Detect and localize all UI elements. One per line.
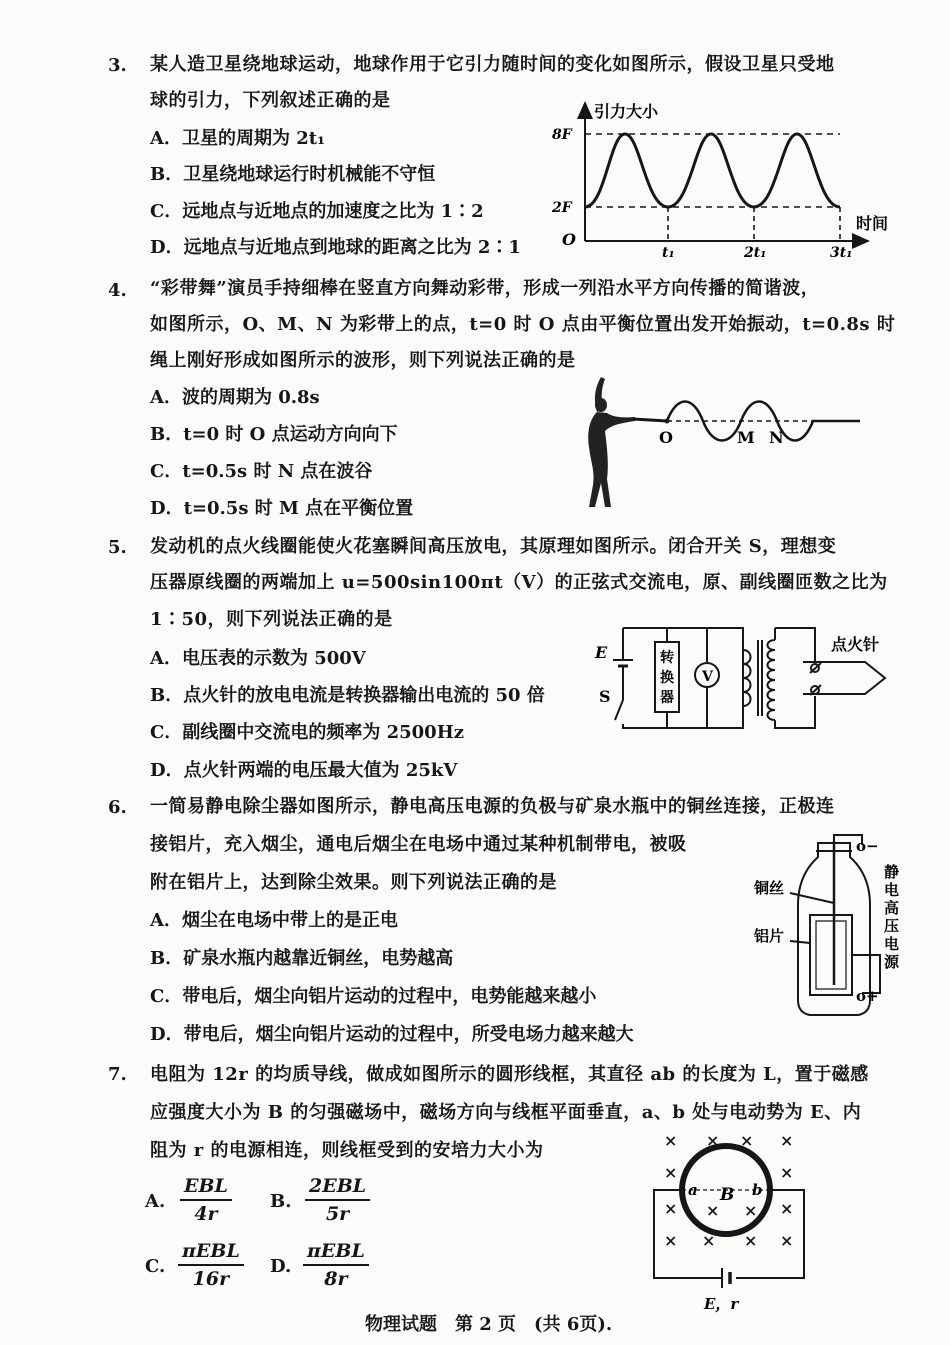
question-3-option-b: B．卫星绕地球运行时机械能不守恒 (150, 164, 436, 185)
question-5-stem-line-1: 发动机的点火线圈能使火花塞瞬间高压放电，其原理如图所示。闭合开关 S，理想变 (150, 536, 837, 557)
question-4-option-a: A．波的周期为 0.8s (150, 387, 320, 408)
field-cross: × (780, 1163, 794, 1182)
voltmeter-label: V (702, 669, 713, 685)
y-tick-2f: 2F (552, 200, 572, 216)
dancer-figure (588, 377, 635, 507)
option-b-denominator: 5r (325, 1203, 350, 1225)
question-3-option-c: C．远地点与近地点的加速度之比为 1∶2 (150, 201, 484, 222)
point-n-label: N (769, 428, 784, 447)
switch-label: S (599, 687, 611, 706)
question-7-option-b-fraction (305, 1175, 370, 1225)
option-c-denominator: 16r (192, 1268, 230, 1290)
aluminum-plate-label: 铝片 (754, 927, 785, 945)
y-axis-label: 引力大小 (594, 102, 659, 121)
question-4-option-b: B．t=0 时 O 点运动方向向下 (150, 424, 398, 445)
option-d-numerator: πEBL (303, 1240, 369, 1266)
question-7-stem-line-3: 阻为 r 的电源相连，则线框受到的安培力大小为 (150, 1140, 544, 1161)
field-cross: × (780, 1131, 794, 1150)
field-cross: × (702, 1231, 716, 1250)
converter-label: 转 换 器 (660, 650, 674, 706)
question-5-option-b: B．点火针的放电电流是转换器输出电流的 50 倍 (150, 685, 545, 706)
field-cross: × (706, 1131, 720, 1150)
question-6-option-a: A．烟尘在电场中带上的是正电 (150, 910, 398, 931)
field-cross: × (664, 1131, 678, 1150)
figure-4-ribbon-wave (575, 375, 865, 515)
question-3-stem-line-1: 某人造卫星绕地球运动，地球作用于它引力随时间的变化如图所示，假设卫星只受地 (150, 54, 835, 75)
question-5-number: 5. (108, 537, 127, 558)
negative-terminal: o− (856, 837, 879, 855)
question-7-stem-line-2: 应强度大小为 B 的匀强磁场中，磁场方向与线框平面垂直，a、b 处与电动势为 E、内 (150, 1102, 862, 1123)
option-d-denominator: 8r (324, 1268, 348, 1290)
stick (633, 419, 667, 421)
question-3-option-d: D．远地点与近地点到地球的距离之比为 2∶1 (150, 237, 521, 258)
question-4-stem-line-3: 绳上刚好形成如图所示的波形，则下列说法正确的是 (150, 350, 576, 371)
question-7-number: 7. (108, 1064, 127, 1085)
x-tick-t1: t₁ (662, 245, 675, 261)
question-4-stem-line-1: “彩带舞”演员手持细棒在竖直方向舞动彩带，形成一列沿水平方向传播的简谐波， (150, 278, 820, 299)
gravity-curve (585, 134, 840, 207)
question-3-option-a: A．卫星的周期为 2t₁ (150, 128, 325, 149)
point-m-label: M (737, 428, 755, 447)
positive-terminal: o+ (856, 987, 879, 1005)
figure-7-circular-frame (640, 1132, 820, 1312)
question-7-option-d-label: D. (270, 1256, 292, 1277)
question-5-stem-line-2: 压器原线圈的两端加上 u=500sin100πt（V）的正弦式交流电，原、副线圈匝数之比为 (150, 572, 888, 593)
point-a-label: a (688, 1181, 698, 1199)
battery-label: E (595, 643, 608, 662)
field-cross: × (740, 1131, 754, 1150)
figure-3-gravity-graph (550, 95, 900, 265)
x-tick-2t1: 2t₁ (744, 245, 767, 261)
question-5-stem-line-3: 1∶50，则下列说法正确的是 (150, 609, 393, 630)
question-6-option-b: B．矿泉水瓶内越靠近铜丝，电势越高 (150, 948, 454, 969)
question-4-number: 4. (108, 280, 127, 301)
option-b-numerator: 2EBL (305, 1175, 370, 1201)
question-7-option-c-label: C. (145, 1256, 166, 1277)
option-a-numerator: EBL (180, 1175, 232, 1201)
field-cross: × (706, 1201, 720, 1220)
x-axis-label: 时间 (856, 214, 889, 233)
field-cross: × (744, 1231, 758, 1250)
source-er-label: E，r (704, 1295, 739, 1313)
question-4-option-d: D．t=0.5s 时 M 点在平衡位置 (150, 498, 414, 519)
question-7-option-a-fraction (180, 1175, 232, 1225)
point-o-marker (665, 419, 670, 424)
question-5-option-d: D．点火针两端的电压最大值为 25kV (150, 760, 458, 781)
point-b-label: b (752, 1181, 763, 1199)
question-4-stem-line-2: 如图所示，O、M、N 为彩带上的点，t=0 时 O 点由平衡位置出发开始振动，t=0.8s 时 (150, 314, 896, 335)
y-tick-8f: 8F (552, 127, 572, 143)
question-6-number: 6. (108, 797, 127, 818)
field-cross: × (780, 1231, 794, 1250)
question-6-option-c: C．带电后，烟尘向铝片运动的过程中，电势能越来越小 (150, 986, 597, 1007)
question-6-stem-line-1: 一简易静电除尘器如图所示，静电高压电源的负极与矿泉水瓶中的铜丝连接，正极连 (150, 796, 835, 817)
field-cross: × (664, 1199, 678, 1218)
question-7-option-a-label: A. (145, 1191, 166, 1212)
question-7-stem-line-1: 电阻为 12r 的均质导线，做成如图所示的圆形线框，其直径 ab 的长度为 L，置于磁感 (150, 1064, 869, 1085)
option-c-numerator: πEBL (178, 1240, 244, 1266)
question-6-stem-line-3: 附在铝片上，达到除尘效果。则下列说法正确的是 (150, 872, 557, 893)
option-a-denominator: 4r (194, 1203, 218, 1225)
question-5-option-c: C．副线圈中交流电的频率为 2500Hz (150, 722, 464, 743)
question-6-option-d: D．带电后，烟尘向铝片运动的过程中，所受电场力越来越大 (150, 1024, 634, 1045)
field-cross: × (664, 1231, 678, 1250)
field-cross: × (664, 1163, 678, 1182)
question-3-stem-line-2: 球的引力，下列叙述正确的是 (150, 90, 391, 111)
field-cross: × (744, 1201, 758, 1220)
switch-blade (615, 700, 623, 720)
question-7-option-c-fraction (178, 1240, 244, 1290)
origin-label: O (562, 230, 576, 249)
field-cross: × (780, 1199, 794, 1218)
field-b-label: B (720, 1185, 735, 1205)
needle-label: 点火针 (831, 635, 880, 654)
point-o-label: O (659, 428, 673, 447)
source-label: 静电高压电源 (884, 863, 900, 971)
question-7-option-b-label: B. (270, 1191, 292, 1212)
question-4-option-c: C．t=0.5s 时 N 点在波谷 (150, 461, 373, 482)
question-7-option-d-fraction (303, 1240, 369, 1290)
figure-6-precipitator (750, 835, 900, 1025)
question-3-number: 3. (108, 55, 127, 76)
figure-5-ignition-circuit (585, 620, 905, 735)
question-6-stem-line-2: 接铝片，充入烟尘，通电后烟尘在电场中通过某种机制带电，被吸 (150, 834, 687, 855)
copper-wire-label: 铜丝 (754, 879, 785, 897)
question-5-option-a: A．电压表的示数为 500V (150, 648, 366, 669)
x-tick-3t1: 3t₁ (830, 245, 853, 261)
page-footer: 物理试题 第 2 页 (共 6页). (365, 1314, 613, 1335)
